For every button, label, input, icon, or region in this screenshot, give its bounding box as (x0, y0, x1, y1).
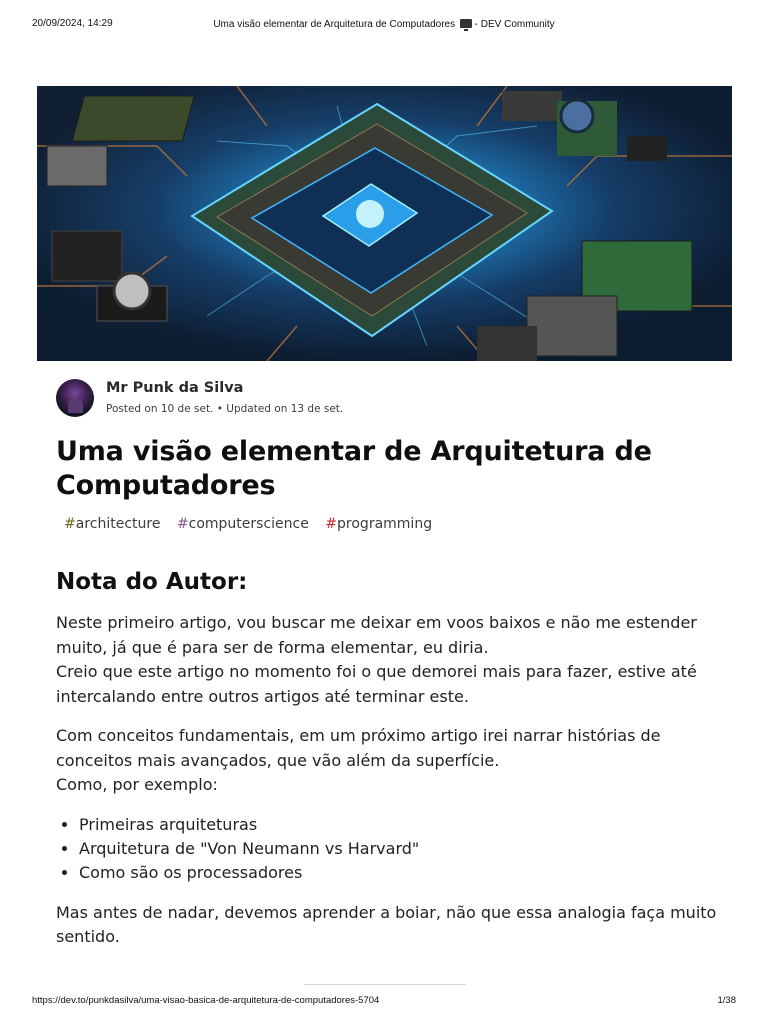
author-avatar[interactable] (56, 379, 94, 417)
print-header (0, 18, 768, 32)
print-title-suffix: - DEV Community (471, 19, 555, 30)
list-item: • Arquitetura de "Von Neumann vs Harvard" (79, 837, 728, 861)
tag-hash: # (325, 516, 338, 532)
list-item: • Como são os processadores (79, 861, 728, 885)
tag-label: computerscience (188, 516, 309, 532)
paragraph-3: Mas antes de nadar, devemos aprender a boiar, não que essa analogia faça muito sentido. (56, 902, 717, 946)
tag-hash: # (176, 516, 189, 532)
tag-computerscience[interactable] (177, 516, 309, 532)
paragraph-1-line-2: Creio que este artigo no momento foi o que demorei mais para fazer, estive até intercalando entre outros artigos até terminar este. (56, 662, 697, 706)
print-page-number: 1/38 (717, 995, 736, 1006)
paragraph-1-line-1: Neste primeiro artigo, vou buscar me deixar em voos baixos e não me estender muito, já que é para ser de forma elementar, eu diria. (56, 613, 697, 657)
list-item: • Primeiras arquiteturas (79, 813, 728, 837)
footer-divider (304, 984, 466, 985)
author-name[interactable]: Mr Punk da Silva (106, 380, 244, 396)
post-dates: Posted on 10 de set. • Updated on 13 de set. (106, 403, 344, 415)
tag-label: programming (337, 516, 433, 532)
cpu-illustration (37, 86, 732, 361)
tag-label: architecture (75, 516, 161, 532)
print-footer (0, 995, 768, 1009)
tag-hash: # (64, 516, 76, 532)
paragraph-2-line-1: Com conceitos fundamentais, em um próximo artigo irei narrar histórias de conceitos mais avançados, que vão além da superfície. (56, 726, 661, 770)
article-body (56, 567, 728, 965)
paragraph-1 (56, 611, 728, 709)
cover-image (37, 86, 732, 361)
tag-programming[interactable] (325, 516, 432, 532)
print-title-text: Uma visão elementar de Arquitetura de Computadores (213, 19, 456, 30)
tag-list (64, 516, 444, 532)
tag-architecture[interactable] (64, 516, 160, 532)
section-heading: Nota do Autor: (56, 569, 248, 595)
print-date: 20/09/2024, 14:29 (32, 18, 113, 29)
print-page-title (0, 19, 768, 30)
paragraph-2-line-2: Como, por exemplo: (56, 775, 218, 794)
examples-list (56, 813, 728, 885)
computer-monitor-icon (460, 19, 472, 28)
paragraph-2 (56, 724, 728, 798)
print-url[interactable]: https://dev.to/punkdasilva/uma-visao-basica-de-arquitetura-de-computadores-5704 (32, 995, 380, 1006)
article-title: Uma visão elementar de Arquitetura de Computadores (56, 436, 652, 501)
